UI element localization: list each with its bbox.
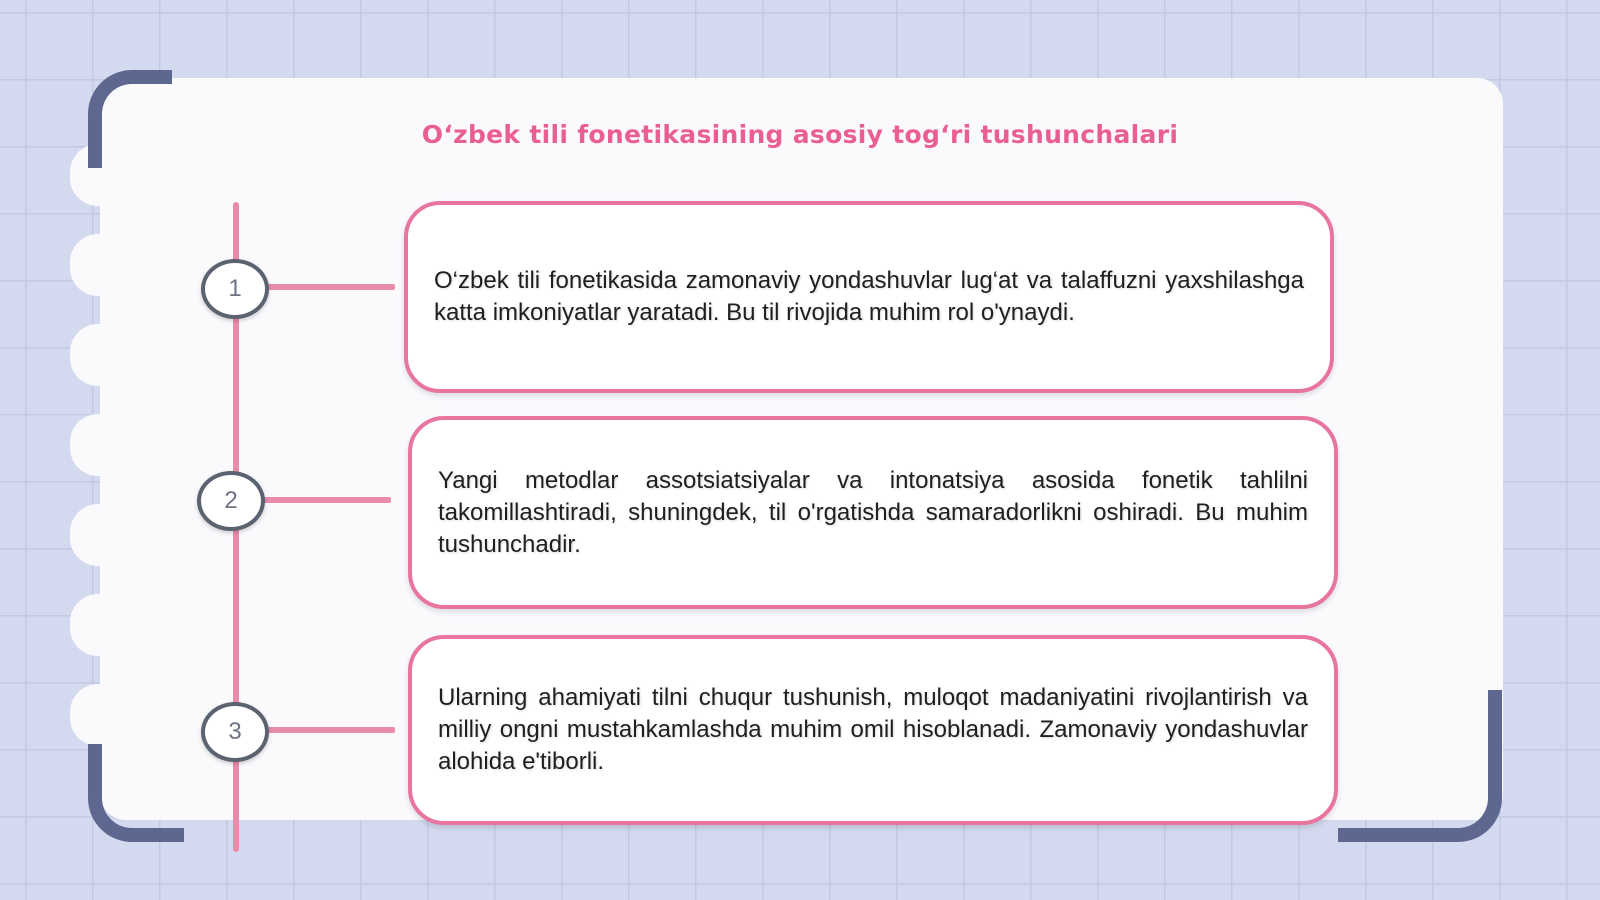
card-scallop: [70, 414, 126, 476]
card-scallop: [70, 684, 126, 746]
corner-bracket-bottom-left: [88, 744, 184, 842]
step-text-3: Ularning ahamiyati tilni chuqur tushunish, muloqot madaniyatini rivojlantirish va milliy ongni mustahkamlashda muhim omil hisoblanadi. Zamonaviy yondashuvlar alohida e'tiborli.: [438, 684, 1308, 775]
step-box-1: [404, 201, 1334, 393]
step-number-1: 1: [201, 259, 269, 319]
step-box-2: [408, 416, 1338, 609]
step-number-3: 3: [201, 702, 269, 762]
card-scallop: [70, 234, 126, 296]
connector-line-3: [265, 727, 395, 733]
step-text-2: Yangi metodlar assotsiatsiyalar va intonatsiya asosida fonetik tahlilni takomillashtiradi, shuningdek, til o'rgatishda samaradorlikni oshiradi. Bu muhim tushunchadir.: [438, 466, 1308, 558]
connector-line-2: [261, 497, 391, 503]
corner-bracket-top-left: [88, 70, 172, 168]
step-number-2: 2: [197, 471, 265, 531]
step-text-1: O‘zbek tili fonetikasida zamonaviy yondashuvlar lug‘at va talaffuzni yaxshilashga katta imkoniyatlar yaratadi. Bu til rivojida muhim rol o'ynaydi.: [434, 267, 1304, 326]
card-scallop: [70, 324, 126, 386]
card-scallop: [70, 504, 126, 566]
card-scallop: [70, 594, 126, 656]
connector-line-1: [265, 284, 395, 290]
step-box-3: [408, 635, 1338, 825]
slide-title: Oʻzbek tili fonetikasining asosiy togʻri tushunchalari: [421, 120, 1179, 149]
corner-bracket-bottom-right: [1338, 690, 1502, 842]
